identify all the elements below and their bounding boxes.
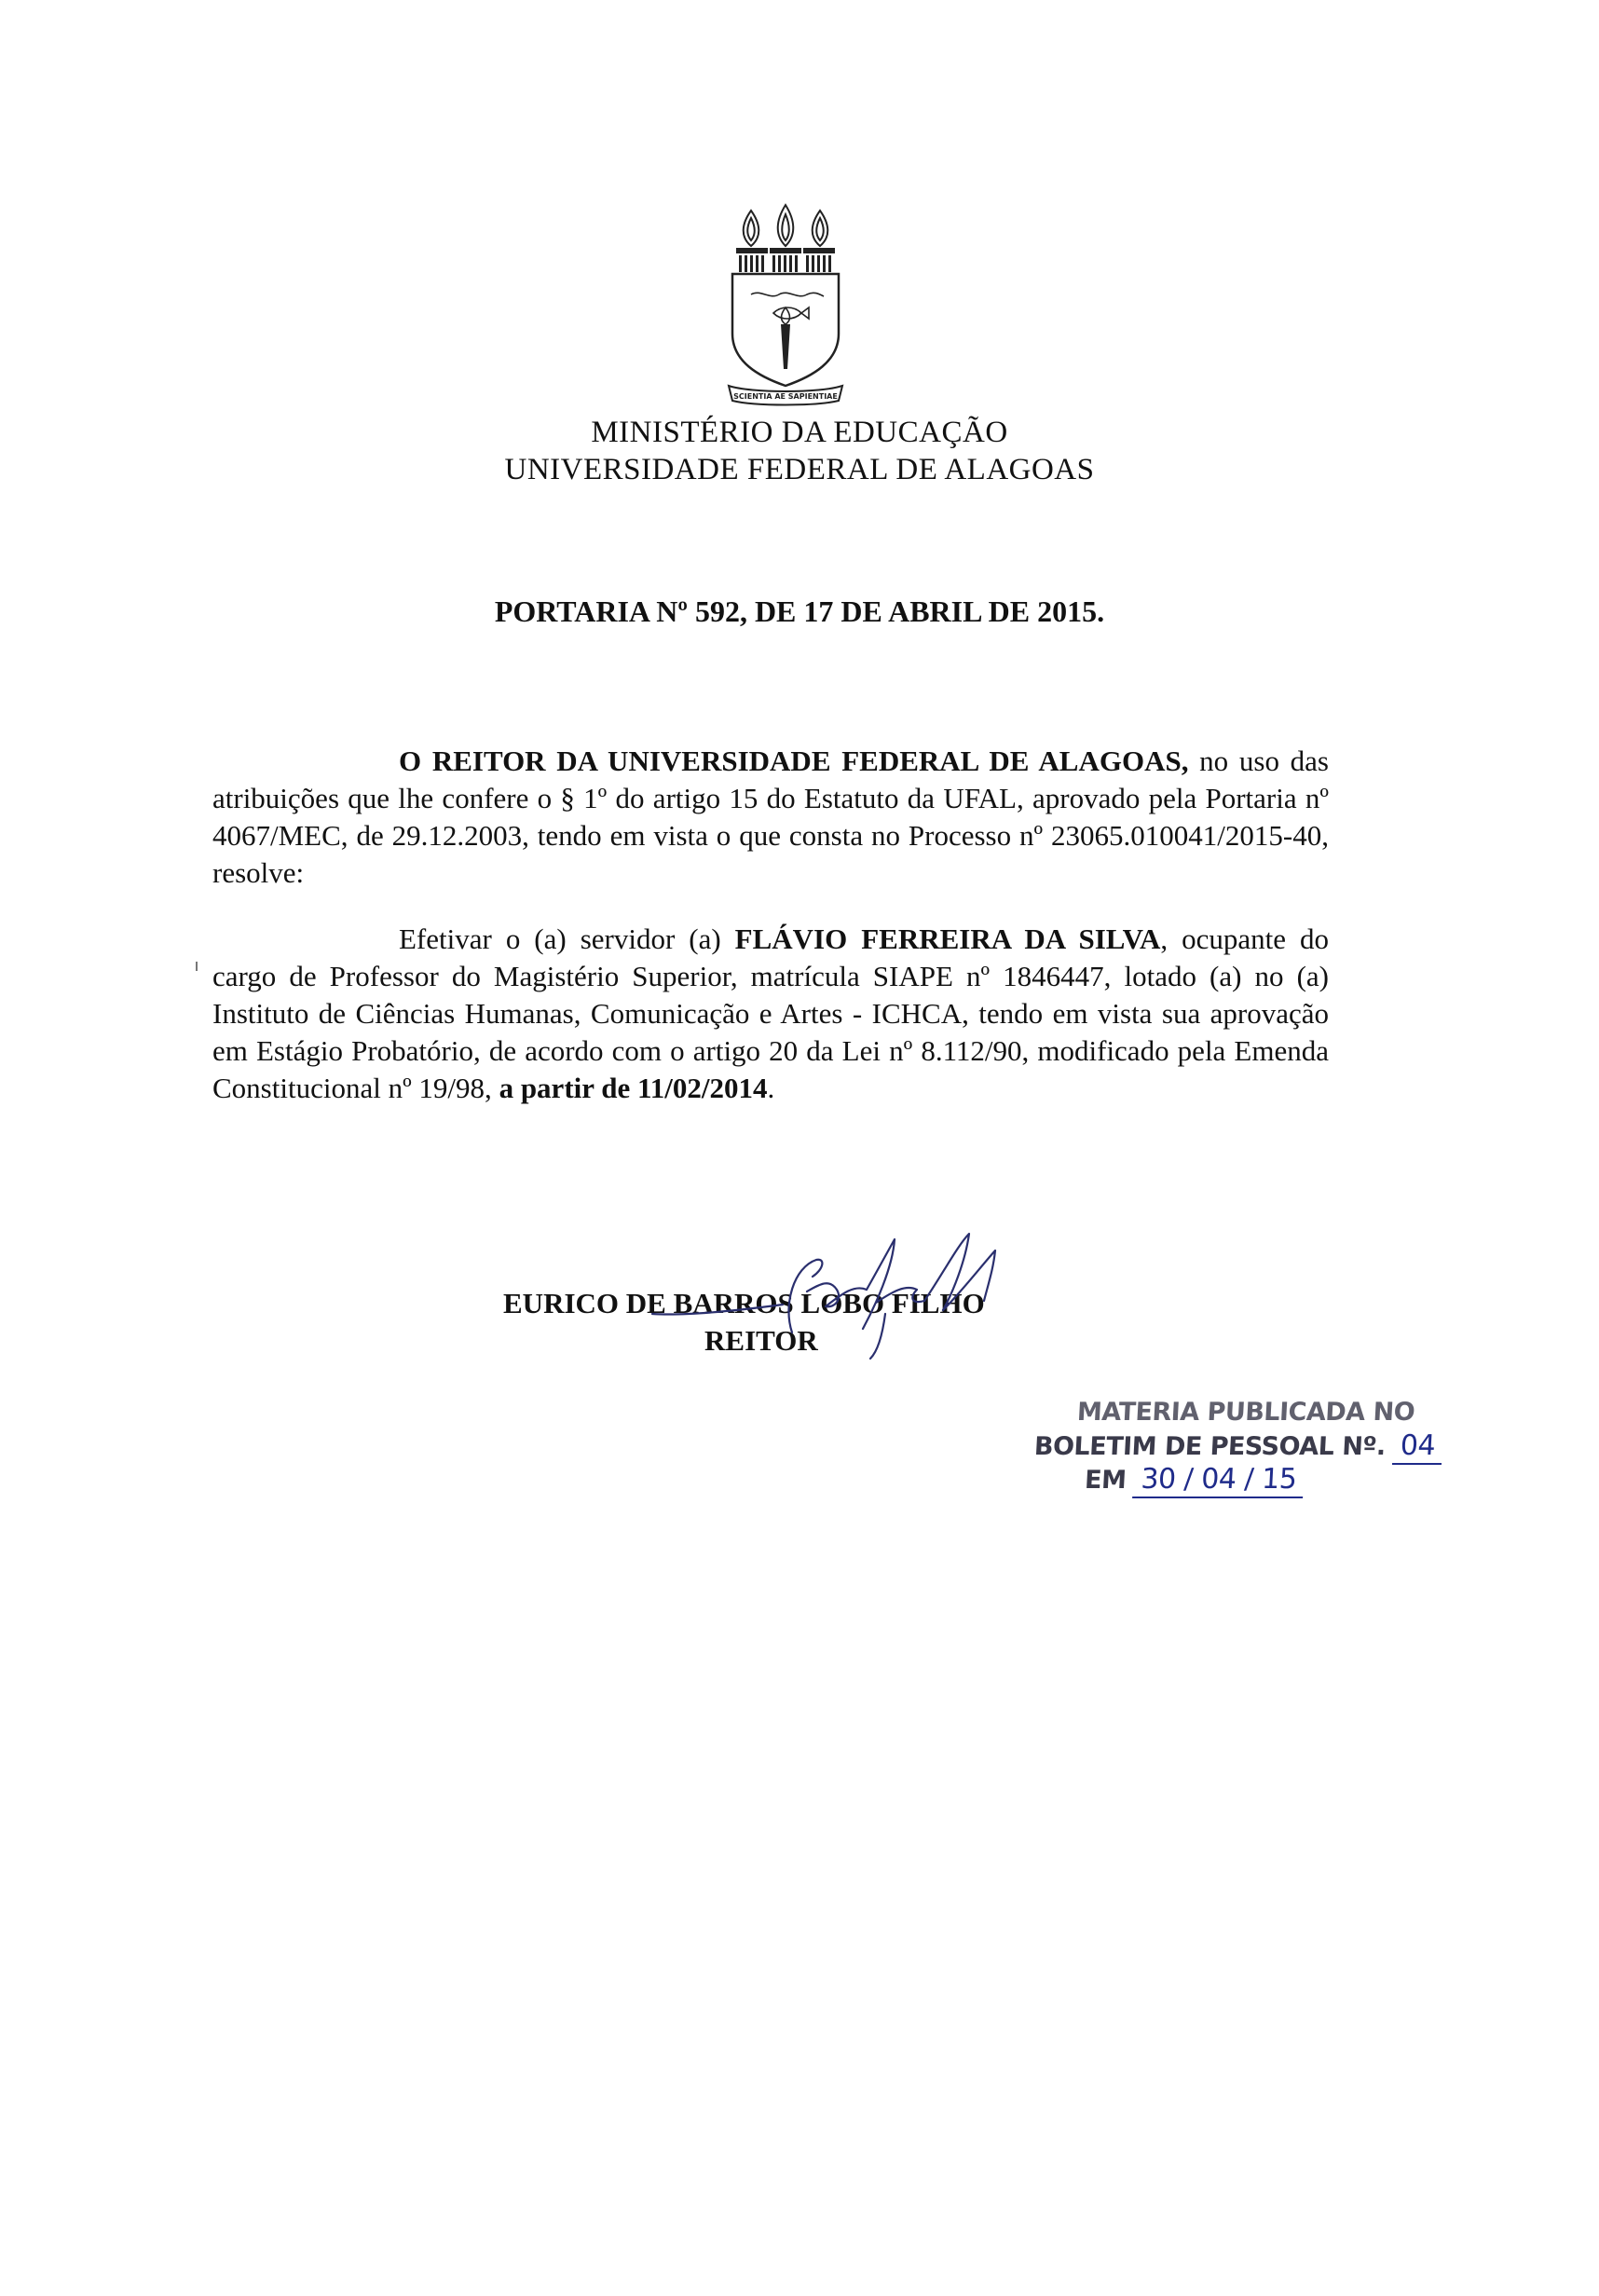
stamp-line-3 (1032, 1463, 1387, 1496)
stamp-boletim-number: 04 (1392, 1429, 1443, 1465)
crest-motto: SCIENTIA AE SAPIENTIAE (733, 392, 838, 401)
ministry-heading: MINISTÉRIO DA EDUCAÇÃO (591, 416, 1008, 449)
stamp-date: 30 / 04 / 15 (1132, 1463, 1305, 1498)
paragraph-preamble (212, 743, 1329, 892)
preamble-text: no uso das atribuições que lhe confere o § 1º do artigo 15 do Estatuto da UFAL, aprovado pela Portaria nº 4067/MEC, de 29.12.2003, tendo em vista o que consta no Processo nº 23065.010041/2015-40, resolve: (212, 745, 1329, 889)
resolution-middle: , ocupante do cargo de Professor do Magistério Superior, matrícula SIAPE nº 1846447, lotado (a) no (a) Instituto de Ciências Humanas, Comunicação e Artes - ICHCA, tendo em vista sua aprovação em Estágio Probatório, de acordo com o artigo 20 da Lei nº 8.112/90, modificado pela Emenda Constitucional nº 19/98, (212, 922, 1329, 1104)
signatory-name: EURICO DE BARROS LOBO FILHO (503, 1287, 985, 1319)
portaria-title: PORTARIA Nº 592, DE 17 DE ABRIL DE 2015. (494, 594, 1105, 628)
ufal-crest-logo (723, 203, 848, 406)
publication-stamp (1032, 1396, 1437, 1496)
signatory-title: REITOR (704, 1324, 818, 1357)
stamp-boletim-label: BOLETIM DE PESSOAL Nº. (1033, 1432, 1387, 1461)
university-heading: UNIVERSIDADE FEDERAL DE ALAGOAS (504, 453, 1095, 486)
preamble-bold-lead: O REITOR DA UNIVERSIDADE FEDERAL DE ALAGOAS, (399, 745, 1189, 777)
resolution-end: . (767, 1072, 775, 1104)
scan-mark (196, 962, 198, 971)
resolution-lead: Efetivar o (a) servidor (a) (399, 922, 735, 955)
effective-date: a partir de 11/02/2014 (499, 1072, 768, 1104)
servidor-name: FLÁVIO FERREIRA DA SILVA (734, 922, 1161, 955)
handwritten-signature (596, 1211, 1025, 1360)
stamp-line-2 (1033, 1429, 1437, 1463)
stamp-em-label: EM (1084, 1466, 1128, 1495)
paragraph-resolution (212, 921, 1329, 1107)
stamp-line-1: MATERIA PUBLICADA NO (1076, 1398, 1415, 1427)
